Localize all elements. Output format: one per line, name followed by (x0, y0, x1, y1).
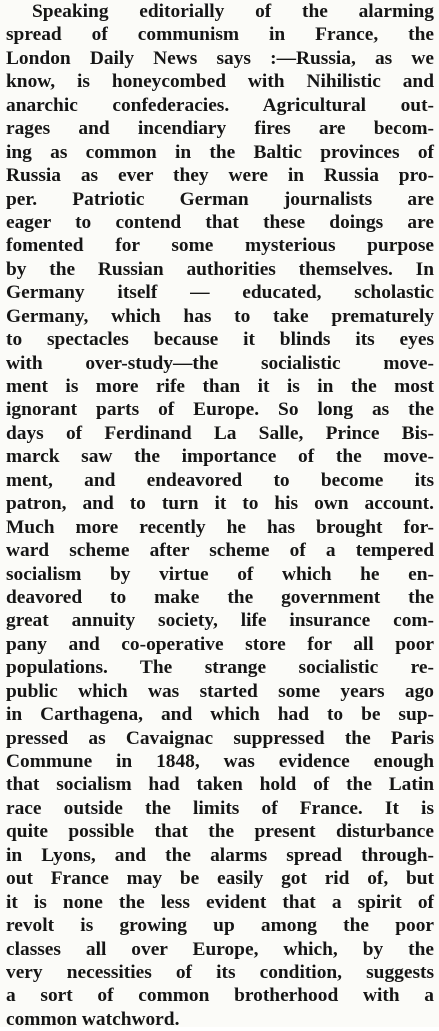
article-line: ignorant parts of Europe. So long as the (6, 399, 434, 421)
article-line: out France may be easily got rid of, but (6, 868, 434, 890)
article-line: classes all over Europe, which, by the (6, 938, 434, 960)
article-line: race outside the limits of France. It is (6, 797, 434, 819)
article-line: ment is more rife than it is in the most (6, 376, 434, 397)
article-line: in Carthagena, and which had to be sup- (6, 704, 434, 726)
article-line: by the Russian authorities themselves. In (6, 258, 434, 280)
article-line: fomented for some mysterious purpose (6, 235, 434, 257)
article-line: anarchic confederacies. Agricultural out- (6, 94, 434, 116)
article-line: Much more recently he has brought for- (6, 516, 434, 538)
article-line: pany and co-operative store for all poor (6, 633, 434, 655)
article-line: ment, and endeavored to become its (6, 469, 434, 491)
article-line: in Lyons, and the alarms spread through- (6, 844, 434, 866)
article-line: a sort of common brotherhood with a (6, 985, 434, 1007)
article-line: common watchword. (6, 1008, 180, 1030)
article-line: Commune in 1848, was evidence enough (6, 751, 434, 772)
article-line: it is none the less evident that a spirit of (6, 891, 434, 913)
article-line: per. Patriotic German journalists are (6, 188, 434, 210)
article-line: very necessities of its condition, suggests (6, 961, 434, 983)
article-line: Germany, which has to take prematurely (6, 305, 434, 327)
article-line: with over-study—the socialistic move- (6, 352, 434, 374)
article-line: spread of communism in France, the (6, 24, 434, 46)
article-line: Germany itself — educated, scholastic (6, 282, 434, 304)
article-line: that socialism had taken hold of the Latin (6, 774, 434, 796)
article-line: populations. The strange socialistic re- (6, 657, 434, 679)
article-line: know, is honeycombed with Nihilistic and (6, 71, 434, 93)
article-line: to spectacles because it blinds its eyes (6, 329, 434, 351)
article-line: eager to contend that these doings are (6, 211, 434, 233)
article-line: deavored to make the government the (6, 586, 434, 608)
article-line: ward scheme after scheme of a tempered (6, 540, 434, 562)
article-line: revolt is growing up among the poor (6, 915, 434, 937)
article-line: ing as common in the Baltic provinces of (6, 141, 434, 163)
article-line: quite possible that the present disturbance (6, 821, 434, 843)
article-line: pressed as Cavaignac suppressed the Paris (6, 727, 434, 749)
article-line: socialism by virtue of which he en- (6, 563, 434, 585)
article-line: Russia as ever they were in Russia pro- (6, 165, 434, 187)
article-line: great annuity society, life insurance com- (6, 610, 434, 632)
article-line: marck saw the importance of the move- (6, 446, 434, 468)
article-line: Speaking editorially of the alarming (32, 1, 434, 22)
article-line: public which was started some years ago (6, 680, 434, 702)
article-line: rages and incendiary fires are becom- (6, 118, 434, 140)
article-line: days of Ferdinand La Salle, Prince Bis- (6, 422, 434, 444)
article-line: patron, and to turn it to his own account. (6, 493, 434, 515)
article-line: London Daily News says :—Russia, as we (6, 47, 434, 69)
article-column (6, 0, 434, 1031)
